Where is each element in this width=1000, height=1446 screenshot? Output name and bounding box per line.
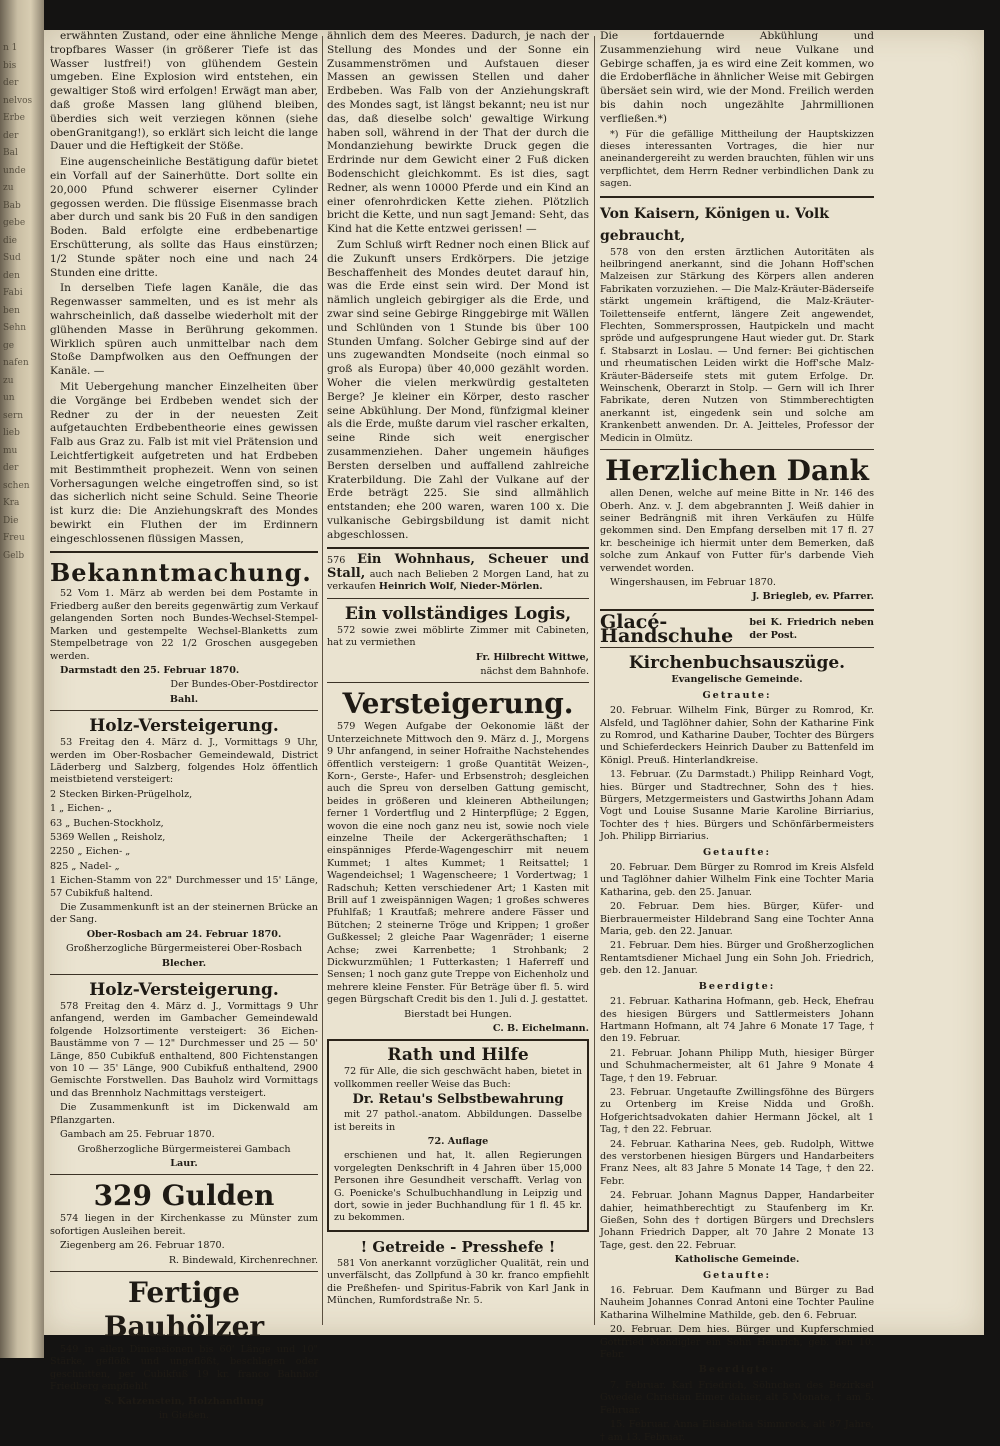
article-text: ähnlich dem des Meeres. Dadurch, je nach der Stellung des Mondes und der Sonne ein Zusammenströmen und Aufstauen dieser Massen an gewissen Stellen und daher Erdbeben. Was Falb von der Anziehungskraft des Mondes sagt, ist längst bekannt; neu ist nur das, daß dieselbe solch' gewaltige Wirkung haben soll, während in der That der durch die Mondanziehung bewirkte Druck gegen die Erdrinde nur dem Gewicht einer 2 Fuß dicken Bodenschicht gleichkommt. Es ist dies, sagt Redner, als wenn 10000 Pferde und ein Kind an einer ofenrohrdicken Kette ziehen. Plötzlich bricht die Kette, und nun sagt Jemand: Seht, das Kind hat die Kette entzwei gerissen! — bbox=[327, 30, 589, 236]
register-entry: 24. Februar. Katharina Nees, geb. Rudolph, Wittwe des verstorbenen hiesigen Bürgers und Handarbeiters Franz Nees, alt 83 Jahre 5 Monate 14 Tage, † den 22. Febr. bbox=[600, 1138, 874, 1187]
subsection-heading: Getaufte: bbox=[702, 846, 772, 858]
ad-signature: Heinrich Wolf, Nieder-Mörlen. bbox=[378, 581, 543, 593]
ad-text: erschienen und hat, lt. allen Regierungen vorgelegten Denkschrift in 4 Jahren über 15,000 Personen ihre Gesundheit verschafft. Verlag von G. Poenicke's Schulbuchhandlung in Leipzig und dort, sowie in jeder Buchhandlung für 1 fl. 45 kr. zu bekommen. bbox=[334, 1150, 582, 1224]
ad-signature: Blecher. bbox=[161, 957, 207, 969]
ad-signature: Der Bundes-Ober-Postdirector bbox=[170, 679, 318, 691]
newspaper-page bbox=[44, 30, 984, 1443]
wood-item: 1 Eichen-Stamm von 22" Durchmesser und 15' Länge, 57 Cubikfuß haltend. bbox=[50, 875, 318, 899]
ad-text: allen Denen, welche auf meine Bitte in Nr. 146 des Oberh. Anz. v. J. dem abgebrannten J. Weiß dahier in seiner Bedrängniß mit ihren Verkäufen zu Hülfe gekommen sind. Den Empfang derselben mit 17 fl. 27 kr. bescheinige ich hiermit unter dem Bemerken, daß solche zum Ankauf von Futter für's darbende Vieh verwendet worden. bbox=[600, 488, 874, 574]
ad-date: Bierstadt bei Hungen. bbox=[404, 1008, 512, 1020]
ad-text: 572 sowie zwei möblirte Zimmer mit Cabineten, hat zu vermiethen bbox=[327, 624, 589, 649]
ad-signature: nächst dem Bahnhofe. bbox=[480, 665, 589, 677]
register-entry: 21. Februar. Johann Philipp Muth, hiesiger Bürger und Schuhmachermeister, alt 61 Jahre 9 Monate 4 Tage, † den 19. Februar. bbox=[600, 1047, 874, 1084]
ad-signature: S. Katzenstein, Holzhandlung bbox=[104, 1395, 264, 1407]
ad-title-fertige-bauhoelzer: Fertige Bauhölzer bbox=[103, 1275, 265, 1343]
ad-number: 576 bbox=[327, 555, 346, 567]
ad-text: bei K. Friedrich neben der Post. bbox=[749, 617, 874, 641]
ad-date: Gambach am 25. Februar 1870. bbox=[60, 1129, 215, 1141]
church-register bbox=[600, 674, 874, 1444]
divider bbox=[50, 1271, 318, 1272]
subsection-heading: Beerdigte: bbox=[698, 980, 776, 992]
register-entry: 20. Februar. Dem hies. Bürger und Kupferschmied Gottfried Mondigler ein Sohn Heinrich, geb. den 10. Febr. bbox=[600, 1324, 874, 1361]
ad-title-wohnhaus: Ein Wohnhaus, Scheuer und Stall, bbox=[327, 552, 589, 581]
wood-item: 1 „ Eichen- „ bbox=[50, 803, 112, 815]
register-entry: 20. Februar. Wilhelm Fink, Bürger zu Romrod, Kr. Alsfeld, und Taglöhner dahier, Sohn der Katharine Fink zu Romrod, und Katharine Dauber, Tochter des Bürgers und Schieferdeckers Heinrich Dauber zu Battenfeld im Königl. Preuß. Hinterlandkreise. bbox=[600, 705, 874, 766]
subsection-title: Evangelische Gemeinde. bbox=[671, 674, 803, 686]
ad-text: 52 Vom 1. März ab werden bei dem Postamte in Friedberg außer den bereits gegenwärtig zum Verkauf gelangenden Sorten noch Bundes-Wechsel-Stempel-Marken und gestempelte Wechsel-Blanketts zum Stempelbetrage von 22 1/2 Groschen ausgegeben werden. bbox=[50, 588, 318, 662]
article-text: Die fortdauernde Abkühlung und Zusammenziehung wird neue Vulkane und Gebirge schaffen, ja es wird eine Zeit kommen, wo die Erdoberfläche in ähnlicher Weise mit Gebirgen übersäet sein wird, wie der Mond. Freilich werden bis dahin noch ungezählte Jahrmillionen verfließen.*) bbox=[600, 30, 874, 125]
wood-item: 63 „ Buchen-Stockholz, bbox=[50, 817, 164, 829]
column-2 bbox=[327, 30, 589, 1309]
ad-signature: R. Bindewald, Kirchenrechner. bbox=[168, 1254, 318, 1266]
divider bbox=[327, 598, 589, 599]
register-entry: 7. Februar. Karl Friedrich, Söhnchen des Bezirksel Gwedele Christian Eimer dahier, alt 5 Monate, † am 5. Februar. bbox=[600, 1379, 874, 1416]
ad-text: Die Zusammenkunft ist an der steinernen Brücke an der Sang. bbox=[50, 902, 318, 926]
divider bbox=[600, 196, 874, 198]
ad-date: Wingershausen, im Februar 1870. bbox=[610, 576, 776, 588]
ad-title-glace: Glacé-Handschuhe bbox=[600, 610, 734, 647]
register-entry: 15. Februar. Anna Elisabetha Simmrock, alt 87 Jahre, † am 13. Februar. bbox=[600, 1419, 874, 1443]
ad-text: 581 Von anerkannt vorzüglicher Qualität, rein und unverfälscht, das Zollpfund à 30 kr. franco empfiehlt die Preßhefen- und Spiritus-Fabrik von Karl Jank in München, Rumfordstraße Nr. 5. bbox=[327, 1257, 589, 1306]
wood-item: 2250 „ Eichen- „ bbox=[50, 846, 131, 858]
column-1 bbox=[50, 30, 318, 1424]
ad-title-logis: Ein vollständiges Logis, bbox=[344, 603, 572, 624]
adjacent-page-text: n 1 bis der nelvos Erbe der Bal unde zu Bab gebe die Sud den Fabi ben Sehn ge nafen zu un sern lieb mu der schen Kra Die Freu Gelb bbox=[3, 43, 33, 561]
register-entry: 20. Februar. Dem Bürger zu Romrod im Kreis Alsfeld und Taglöhner dahier Wilhelm Fink eine Tochter Maria Katharina, geb. den 25. Januar. bbox=[600, 862, 874, 898]
register-entry: 20. Februar. Dem hies. Bürger, Küfer- und Bierbrauermeister Hildebrand Sang eine Tochter Anna Maria, geb. den 22. Januar. bbox=[600, 901, 874, 938]
ad-signature: Laur. bbox=[170, 1157, 198, 1169]
ad-date: Ziegenberg am 26. Februar 1870. bbox=[60, 1240, 225, 1252]
ad-date: Ober-Rosbach am 24. Februar 1870. bbox=[86, 928, 282, 940]
subsection-heading: Getraute: bbox=[702, 689, 772, 701]
wood-list bbox=[50, 789, 318, 900]
ad-signature: Bahl. bbox=[169, 693, 199, 705]
divider bbox=[327, 547, 589, 549]
ad-title-herzlichen-dank: Herzlichen Dank bbox=[605, 454, 869, 488]
ad-glace bbox=[600, 610, 874, 647]
ad-title-holz-versteigerung: Holz-Versteigerung. bbox=[89, 716, 279, 737]
divider bbox=[50, 1174, 318, 1175]
ad-box-rath-und-hilfe bbox=[327, 1039, 589, 1231]
subsection-heading: Getaufte: bbox=[702, 1269, 772, 1281]
divider bbox=[50, 974, 318, 975]
ad-signature: Großherzogliche Bürgermeisterei Gambach bbox=[77, 1143, 291, 1155]
divider bbox=[50, 551, 318, 553]
ad-signature: in Gießen. bbox=[158, 1409, 210, 1421]
ad-title-getreide-presshefe: ! Getreide - Presshefe ! bbox=[360, 1237, 556, 1256]
ad-title-kaisern: Von Kaisern, Königen u. Volk gebraucht, bbox=[600, 205, 829, 244]
ad-signature: C. B. Eichelmann. bbox=[492, 1023, 589, 1035]
ad-text: 578 von den ersten ärztlichen Autoritäten als heilbringend anerkannt, sind die Johann Hoff'schen Malzeisen zur Stärkung des Körpers allen anderen Fabrikaten vorzuziehen. — Die Malz-Kräuter-Bäderseife stärkt ungemein kräftigend, die Malz-Kräuter-Toilettenseife entfernt, längere Zeit angewendet, Flechten, Sommersprossen, Hautpickeln und macht spröde und aufgesprungene Haut wieder gut. Dr. Stark f. Stabsarzt in Loslau. — Und ferner: Bei gichtischen und rheumatischen Leiden wirkt die Hoff'sche Malz-Kräuter-Bäderseife stets mit gutem Erfolge. Dr. Weinschenk, Oberarzt in Stolp. — Gern will ich Ihrer Fabrikate, deren Nutzen von Stimmberechtigten anerkannt ist, eingedenk sein und solche am Krankenbett anwenden. Dr. A. Jeitteles, Professor der Medicin in Olmütz. bbox=[600, 246, 874, 444]
ad-text: Die Zusammenkunft ist im Dickenwald am Pflanzgarten. bbox=[50, 1102, 318, 1126]
ad-title-329-gulden: 329 Gulden bbox=[93, 1179, 275, 1213]
register-entry: 23. Februar. Ungetaufte Zwillingsföhne des Bürgers zu Ortenberg im Kreise Nidda und Großh. Hofgerichtsadvokaten dahier Hermann Jöckel, alt 1 Tag, † den 22. Februar. bbox=[600, 1086, 874, 1136]
divider bbox=[327, 682, 589, 683]
ad-signature: Fr. Hilbrecht Wittwe, bbox=[475, 651, 589, 663]
ad-text: 53 Freitag den 4. März d. J., Vormittags 9 Uhr, werden im Ober-Rosbacher Gemeindewald, District Läderberg und Salzberg, folgendes Holz öffentlich meistbietend versteigert: bbox=[50, 737, 318, 786]
ad-date: Darmstadt den 25. Februar 1870. bbox=[60, 664, 240, 676]
ad-text: auch nach Belieben 2 Morgen Land, hat zu verkaufen bbox=[327, 568, 589, 593]
wood-item: 2 Stecken Birken-Prügelholz, bbox=[50, 788, 193, 800]
column-3 bbox=[600, 30, 874, 1446]
register-entry: 13. Februar. (Zu Darmstadt.) Philipp Reinhard Vogt, hies. Bürger und Stadtrechner, Sohn des † hies. Bürgers, Metzgermeisters und Gastwirths Johann Adam Vogt und Louise Susanne Marie Karoline Birriarius, Tochter des † hies. Bürgers und Schönfärbermeisters Joh. Philipp Birriarius. bbox=[600, 769, 874, 843]
article-text: Zum Schluß wirft Redner noch einen Blick auf die Zukunft unsers Erdkörpers. Die jetzige Beschaffenheit des Mondes deutet darauf hin, was die Erde einst sein wird. Der Mond ist nämlich ungleich gebirgiger als die Erde, und zwar sind seine Gebirge Ringgebirge mit Wällen und Schlünden von 1 Stunde bis über 100 Stunden Umfang. Solcher Gebirge sind auf der uns zugewandten Mondseite (noch einmal so groß als Europa) über 40,000 gezählt worden. Woher die vielen merkwürdig gestalteten Berge? Je kleiner ein Körper, desto rascher seine Abkühlung. Der Mond, fünfzigmal kleiner als die Erde, mußte darum viel rascher erkalten, seine Rinde sich weit energischer zusammenziehen. Daher ungemein häufiges Bersten derselben und auffallend zahlreiche Kraterbildung. Die Zahl der Vulkane auf der Erde beträgt 225. Sie sind allmählich entstanden; ehe 200 waren, waren 100 x. Die vulkanische Gebirgsbildung ist damit nicht abgeschlossen. bbox=[327, 238, 589, 541]
ad-title-holz-versteigerung-2: Holz-Versteigerung. bbox=[89, 980, 279, 1001]
ad-edition: 72. Auflage bbox=[427, 1135, 489, 1147]
adjacent-page-edge bbox=[0, 0, 44, 1358]
register-entry: 16. Februar. Dem Kaufmann und Bürger zu Bad Nauheim Johannes Conrad Antoni eine Tochter Pauline Katharina Wilhelmine Mathilde, geb. den 6. Februar. bbox=[600, 1285, 874, 1321]
ad-wohnhaus bbox=[327, 554, 589, 593]
ad-title-rath-und-hilfe: Rath und Hilfe bbox=[387, 1045, 529, 1066]
wood-item: 5369 Wellen „ Reisholz, bbox=[50, 831, 166, 843]
ad-text: mit 27 pathol.-anatom. Abbildungen. Dasselbe ist bereits in bbox=[334, 1109, 582, 1133]
column-rule bbox=[322, 36, 323, 1325]
ad-text: 579 Wegen Aufgabe der Oekonomie läßt der Unterzeichnete Mittwoch den 9. März d. J., Morgens 9 Uhr anfangend, in seiner Hofraithe Nachstehendes öffentlich versteigern: 1 große Quantität Weizen-, Korn-, Gerste-, Hafer- und Erbsenstroh; desgleichen auch die Spreu von derselben Gattung gemischt, beides in größeren und kleineren Abtheilungen; ferner 1 Vordertflug und 2 Hinterpflüge; 2 Eggen, wovon die eine noch ganz neu ist, sowie noch viele einzelne Theile der Ackergeräthschaften; 1 einspänniges Pferde-Wagengeschirr mit neuem Kummet; 1 altes Kummet; 1 Reitsattel; 1 Wagendeichsel; 1 Wagenscheere; 1 Vordertwag; 1 Radschuh; Ketten verschiedener Art; 1 Kasten mit Brill auf 1 zweispännigen Wagen; 1 großes schweres Pfuhlfaß; 1 Krautfaß; mehrere andere Fässer und Bütchen; 2 steinerne Tröge und Krippen; 1 großer Gußkessel; 2 gleiche Paar Wagenräder; 1 eiserne Achse; zwei Karrenbette; 1 Strohbank; 2 Dickwurzmühlen; 1 Futterkasten; 1 Haferreff und Sensen; 1 noch ganz gute Treppe von Eichenholz und mehrere kleine Fenster. Für Beträge über fl. 5. wird gegen Bürgschaft Credit bis den 1. Juli d. J. gestattet. bbox=[327, 721, 589, 1006]
ad-title-versteigerung: Versteigerung. bbox=[342, 687, 574, 721]
register-entry: 24. Februar. Johann Magnus Dapper, Handarbeiter dahier, heimathberechtigt zu Staufenberg im Kr. Gießen, Sohn des † dortigen Bürgers und Drechslers Johann Friedrich Dapper, alt 70 Jahre 2 Monate 13 Tage, gest. den 22. Februar. bbox=[600, 1190, 874, 1251]
subsection-heading: Beerdigte: bbox=[698, 1364, 776, 1376]
divider bbox=[600, 647, 874, 648]
register-entry: 21. Februar. Katharina Hofmann, geb. Heck, Ehefrau des hiesigen Bürgers und Sattlermeisters Johann Hartmann Hofmann, alt 74 Jahre 6 Monate 17 Tage, † den 19. Februar. bbox=[600, 996, 874, 1045]
section-title-kirchenbuch: Kirchenbuchsauszüge. bbox=[628, 653, 846, 674]
article-text: Mit Uebergehung mancher Einzelheiten über die Vorgänge bei Erdbeben wendet sich der Redner zu der in der neuesten Zeit aufgetauchten Erdbebentheorie eines gewissen Falb aus Graz zu. Falb ist mit viel Prätension und Leichtfertigkeit aufgetreten und hat Erdbeben mit Bestimmtheit prophezeit. Wenn von seinen Vorhersagungen welche eingetroffen sind, so ist das sicherlich nicht seine Schuld. Seine Theorie ist kurz die: Die Anziehungskraft des Mondes bewirkt ein Fluthen der im Erdinnern eingeschlossenen flüssigen Massen, bbox=[50, 380, 318, 545]
ad-signature: J. Briegleb, ev. Pfarrer. bbox=[752, 591, 874, 603]
ad-text: 574 liegen in der Kirchenkasse zu Münster zum sofortigen Ausleihen bereit. bbox=[50, 1213, 318, 1237]
divider bbox=[50, 710, 318, 711]
article-text: In derselben Tiefe lagen Kanäle, die das Regenwasser sammelten, und es ist mehr als wahrscheinlich, daß dasselbe wiederholt mit der glühenden Masse in Berührung gekommen. Wirklich spüren auch unmittelbar nach dem Stoße Dampfwolken aus den Oeffnungen der Kanäle. — bbox=[50, 282, 318, 378]
column-rule bbox=[594, 36, 595, 1325]
wood-item: 825 „ Nadel- „ bbox=[50, 860, 120, 872]
subsection-title: Katholische Gemeinde. bbox=[674, 1254, 800, 1266]
ad-title-bekanntmachung: Bekanntmachung. bbox=[50, 558, 312, 588]
ad-text: 549 in allen Dimensionen bis 60' Länge und 10" Stärke, geflößt und ungeflößt, beschlagen oder geschnitten, per Cubikfuß 19 kr. franco Bahnhof Friedberg empfiehlt bbox=[50, 1343, 318, 1393]
divider bbox=[600, 449, 874, 450]
article-text: erwähnten Zustand, oder eine ähnliche Menge tropfbares Wasser (in größerer Tiefe ist das Wasser lustfrei!) von glühendem Gestein umgeben. Eine Explosion wird entstehen, ein gewaltiger Stoß wird erfolgen! Erwägt man aber, daß große Massen lang glühend bleiben, überdies sich weit verziegen können (siehe obenGranitgang!), so erklärt sich leicht die lange Dauer und die Heftigkeit der Stöße. bbox=[50, 30, 318, 153]
ad-book-title: Dr. Retau's Selbstbewahrung bbox=[352, 1092, 564, 1108]
register-entry: 21. Februar. Dem hies. Bürger und Großherzoglichen Rentamtsdiener Michael Jung ein Sohn Joh. Friedrich, geb. den 12. Januar. bbox=[600, 940, 874, 977]
ad-text: 578 Freitag den 4. März d. J., Vormittags 9 Uhr anfangend, werden im Gambacher Gemeindewald folgende Holzsortimente versteigert: 36 Eichen-Baustämme von 7 — 12" Durchmesser und 25 — 50' Länge, 850 Cubikfuß enthaltend, 800 Fichtenstangen von 10 — 35' Länge, 900 Cubikfuß enthaltend, 2900 Gemischte Forstwellen. Das Bauholz wird Vormittags und das Brennholz Nachmittags versteigert. bbox=[50, 1001, 318, 1099]
ad-text: 72 für Alle, die sich geschwächt haben, bietet in vollkommen reeller Weise das Buch: bbox=[334, 1066, 582, 1090]
footnote: *) Für die gefällige Mittheilung der Hauptskizzen dieses interessanten Vortrages, die hier nur aneinandergereiht zu werden brauchten, fühlen wir uns verpflichtet, dem Herrn Redner verbindlichen Dank zu sagen. bbox=[600, 128, 874, 190]
article-text: Eine augenscheinliche Bestätigung dafür bietet ein Vorfall auf der Sainerhütte. Dort sollte ein 20,000 Pfund schwerer eiserner Cylinder gegossen werden. Die flüssige Eisenmasse brach aber durch und sank bis 20 Fuß in den sandigen Boden. Bald erfolgte eine erdbebenartige Erschütterung, als sollte das Haus einstürzen; 1/2 Stunde später noch eine und nach 24 Stunden eine dritte. bbox=[50, 156, 318, 279]
ad-signature: Großherzogliche Bürgermeisterei Ober-Rosbach bbox=[65, 943, 302, 955]
